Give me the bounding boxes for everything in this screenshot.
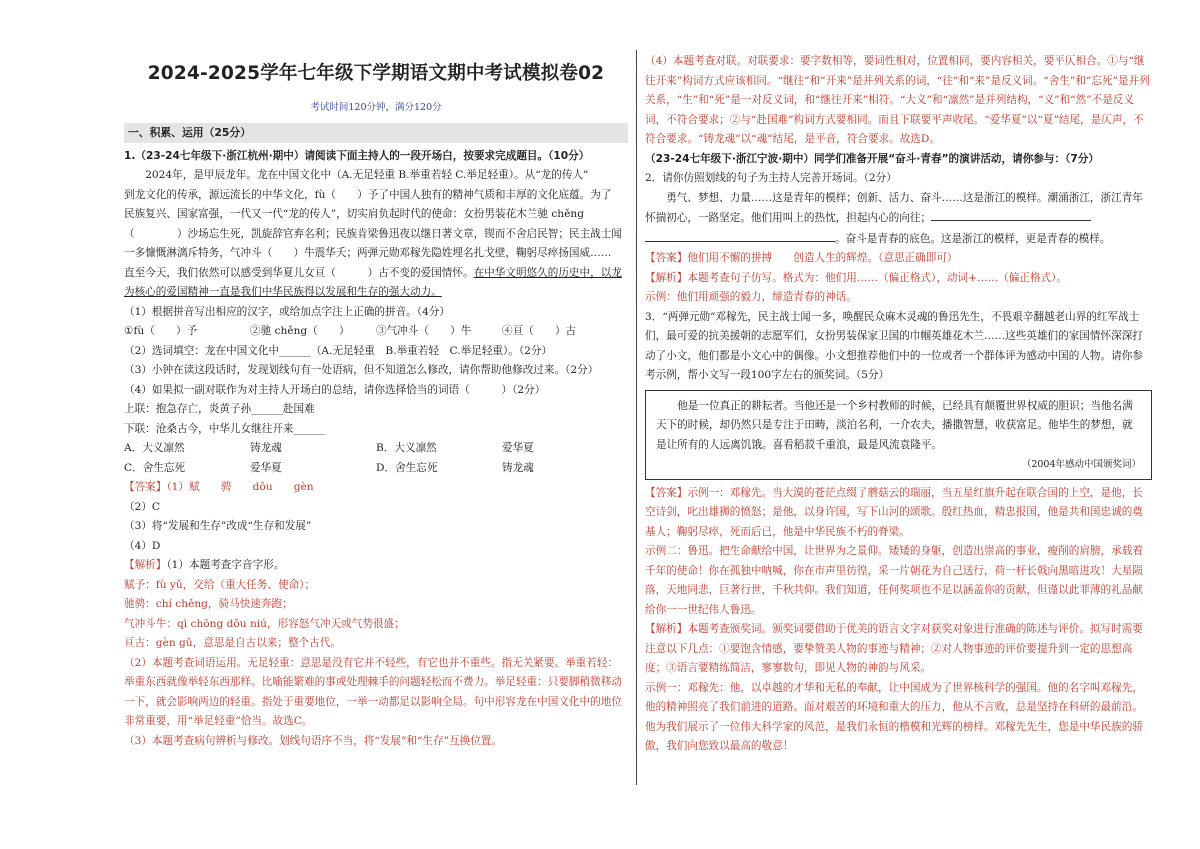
question-3: 3．“两弹元勋”邓稼先，民主战士闻一多，唤醒民众麻木灵魂的鲁迅先生，不畏艰辛翻越老山界的红军战士们，最可爱的抗美援朝的志愿军们，女扮男装保家卫国的巾帼英雄花木兰……这些英雄们的家国情怀深深打动了小文，他们都是小文心中的偶像。小文想推荐他们中的一位或者一个群体评为感动中国的人物。请你参考示例，帮小文写一段100字左右的颁奖词。（5分）	[645, 310, 1143, 381]
sub-question: （4）如果拟一副对联作为对主持人开场白的总结，请你选择恰当的词语（ ）（2分）	[124, 383, 546, 396]
question-group-title: （23-24七年级下·浙江宁波·期中）同学们准备开展“奋斗·青春”的演讲活动，请你参与：（7分）	[645, 152, 1099, 165]
answer-line: （2）C	[124, 500, 161, 513]
answer-line: （3）将“发展和生存”改成“生存和发展”	[124, 520, 312, 532]
question-1-title: 1.（23-24七年级下·浙江杭州·期中）请阅读下面主持人的一段开场白，按要求完成题目。（10分）	[124, 149, 590, 162]
explanation-line: 赋予：fù yǔ，交给（重大任务、使命）；	[124, 578, 316, 591]
analysis-paragraph: （4）本题考查对联。对联要求：要字数相等，要词性相对，位置相同，要内容相关，要平仄相合。①与“继往开来”构词方式应该相同。“继往”和“开来”是并列关系的词，“往”和“来”是反义词。“舍生”和“忘死”是并列关系，“生”和“死”是一对反义词，和“继往开来”相符。“大义”和“凛然”是并列结构，“义”和“然”不是反义词，不符合要求；②与“赴国难”构词方式要相同。而且下联要平声收尾。“爱华夏”以“夏”结尾，是仄声，不符合要求。“铸龙魂”以“魂”结尾，是平音，符合要求。故选D。	[645, 55, 1150, 145]
answer-line: （4）D	[124, 539, 161, 552]
sub-question: （1）根据拼音写出相应的汉字，或给加点字注上正确的拼音。（4分）	[124, 305, 450, 318]
couplet-down: 下联：沧桑古今，中华儿女继往开来______	[124, 422, 326, 435]
couplet-up: 上联：抱急存亡，炎黄子孙______赴国难	[124, 403, 315, 415]
passage-line: （ ）沙场忘生死，凯旋辞官弃名利；民族肯梁鲁迅夜以继日著文章，锲而不舍启民智；民主战士闻	[124, 227, 622, 240]
answer-paragraph: 示例二：鲁迅。把生命献给中国，让世界为之景仰。矮矮的身躯，创造出崇高的事业，瘦削的肩膀，承载着千年的使命！你在孤独中呐喊，你在市声里彷徨，采一片朝花为自己送行，荷一杆长戟向黑暗进攻！大星陨落，天地同悲，巨著行世，千秋共仰。我们知道，任何奖项也不足以涵盖你的贡献，但谨以此菲薄的礼品献给你一一世纪伟人鲁迅。	[645, 545, 1143, 616]
choice-row: A．大义凛然 铸龙魂 B．大义凛然 爱华夏	[124, 442, 534, 454]
passage-line: 直至今天，我们依然可以感受到华夏儿女亘（ ）古不变的爱国情怀。在中华文明悠久的历史中，以龙为核心的爱国精神一直是我们中华民族得以发展和生存的强大动力。	[124, 266, 622, 298]
example-box	[645, 390, 1152, 480]
explanation-paragraph: （2）本题考查词语运用。无足轻重：意思是没有它并不轻些，有它也并不重些。指无关紧要。举重若轻：举重东西就像举轻东西那样。比喻能繁难的事或处理棘手的问题轻松而不费力。举足轻重：只要脚稍微移动一下，就会影响两边的轻重。指处于重要地位，一举一动都足以影响全局。句中形容龙在中国文化中的地位非常重要，用“举足轻重”恰当。故选C。	[124, 656, 622, 727]
column-divider	[636, 50, 637, 785]
section-heading: 一、积累、运用（25分）	[124, 123, 628, 143]
explanation-line: 驰骋：chí chěng，骑马快速奔跑；	[124, 598, 293, 610]
passage-line: 2024年，是甲辰龙年。龙在中国文化中（A.无足轻重 B.举重若轻 C.举足轻重）。从“龙的传人”	[145, 169, 589, 181]
choice-row: C．舍生忘死 爱华夏 D．舍生忘死 铸龙魂	[124, 461, 534, 474]
answer-line: 【答案】（1）赋 骋 dǒu gèn	[124, 481, 314, 493]
page-title: 2024-2025学年七年级下学期语文期中考试模拟卷02	[147, 63, 605, 84]
question-2: 2．请你仿照划线的句子为主持人完善开场词。（2分）	[645, 172, 897, 184]
explanation-line: 亘古：gèn gǔ，意思是自古以来；整个古代。	[124, 637, 341, 649]
sub-question: （2）选词填空：龙在中国文化中______（A.无足轻重 B.举重若轻 C.举足轻重）。（2分）	[124, 344, 553, 357]
answer-line: 【答案】他们用不懈的拼搏 创造人生的辉煌。（意思正确即可）	[645, 252, 958, 264]
left-column	[124, 50, 628, 751]
example-source: （2004年感动中国颁奖词）	[1021, 459, 1141, 470]
explanation-line: （3）本题考查病句辨析与修改。划线句语序不当，将“发展”和“生存”互换位置。	[124, 734, 502, 747]
analysis-paragraph: 【解析】本题考查颁奖词。颁奖词要借助于优美的语言文字对获奖对象进行准确的陈述与评价。拟写时需要注意以下几点：①要饱含情感，要挚赞美人物的事迹与精神；②对人物事迹的评价要提升到一定的思想高度；③语言要精练简洁，寥寥数句，即见人物的神韵与风采。	[645, 623, 1143, 674]
example-line: 示例：他们用顽强的毅力，缔造青春的神话。	[645, 291, 857, 303]
answer-paragraph: 【答案】示例一：邓稼先。当大漠的苍茫点缀了蘑菇云的瑞丽，当五星红旗升起在联合国的上空，是他，长空诗剑，叱出雄狮的愤怒；是他，以身许国，写下山河的颂歌。殷红热血，精忠报国，他是共和国忠诚的奠基人；鞠躬尽瘁，死而后已，他是中华民族不朽的脊梁。	[645, 486, 1143, 538]
passage-line: 到龙文化的传承，源远流长的中华文化，fù（ ）予了中国人独有的精神气质和丰厚的文化底蕴。为了	[124, 188, 612, 201]
analysis-line: 【解析】（1）本题考查字音字形。	[124, 559, 285, 571]
question-2-text: 。奋斗是青春的底色。这是浙江的模样，更是青春的模样。	[645, 229, 1152, 250]
exam-info: 考试时间120分钟，满分120分	[310, 101, 442, 113]
underlined-sentence: 在中华文明悠久的历史中，以龙为核心的爱国精神一直是我们中华民族得以发展和生存的强大动力。	[124, 266, 622, 298]
example-paragraph: 示例一：邓稼先：他，以卓越的才华和无私的奉献，让中国成为了世界核科学的强国。他的名字叫邓稼先，他的精神照亮了我们前进的道路。面对艰苦的环境和重大的压力，他从不言败，总是坚持在科研的最前沿。他为我们展示了一位伟大科学家的风范，是我们永恒的楷模和光辉的榜样。邓稼先先生，您是中华民族的骄傲，我们向您致以最高的敬意！	[645, 681, 1143, 752]
right-column	[645, 52, 1152, 757]
analysis-line: 【解析】本题考查句子仿写。格式为：他们用……（偏正格式），动词+……（偏正格式）。	[645, 271, 1068, 284]
question-2-text: 勇气、梦想、力量……这是青年的模样；创新、活力、奋斗……这是浙江的模样。潮涌浙江，浙江青年怀揣初心，一路坚定。他们用叫上的热忱，担起内心的向往；	[645, 191, 1143, 224]
explanation-line: 气冲斗牛：qì chōng dǒu niú，形容怒气冲天或气势很盛；	[124, 617, 405, 630]
sub-question: （3）小钟在读这段话时，发现划线句有一处语病，但不知道怎么修改，请你帮助他修改过来。（2分）	[124, 364, 599, 376]
passage-line: 一多慷慨淋漓斥特务，气冲斗（ ）牛震华夭；两弹元勋邓稼先隐姓埋名扎戈壁，鞠躬尽瘁扬国威……	[124, 247, 612, 259]
passage-line: 民族复兴、国家富强，一代又一代“龙的传人”，切实肩负起时代的使命：女扮男装花木兰驰 chěng	[124, 208, 584, 220]
pinyin-options: ①fù（ ）予 ②驰 chěng（ ） ③气冲斗（ ）牛 ④亘（ ）古	[124, 325, 577, 337]
example-text: 他是一位真正的耕耘者。当他还是一个乡村教师的时候，已经具有颠覆世界权威的胆识；当他名满天下的时候，却仍然只是专注于田畴，淡泊名利，一介农夫，播撒智慧，收获富足。他毕生的梦想，就是让所有的人远离饥饿。喜看稻菽千重浪，最是风流袁隆平。	[656, 399, 1133, 451]
